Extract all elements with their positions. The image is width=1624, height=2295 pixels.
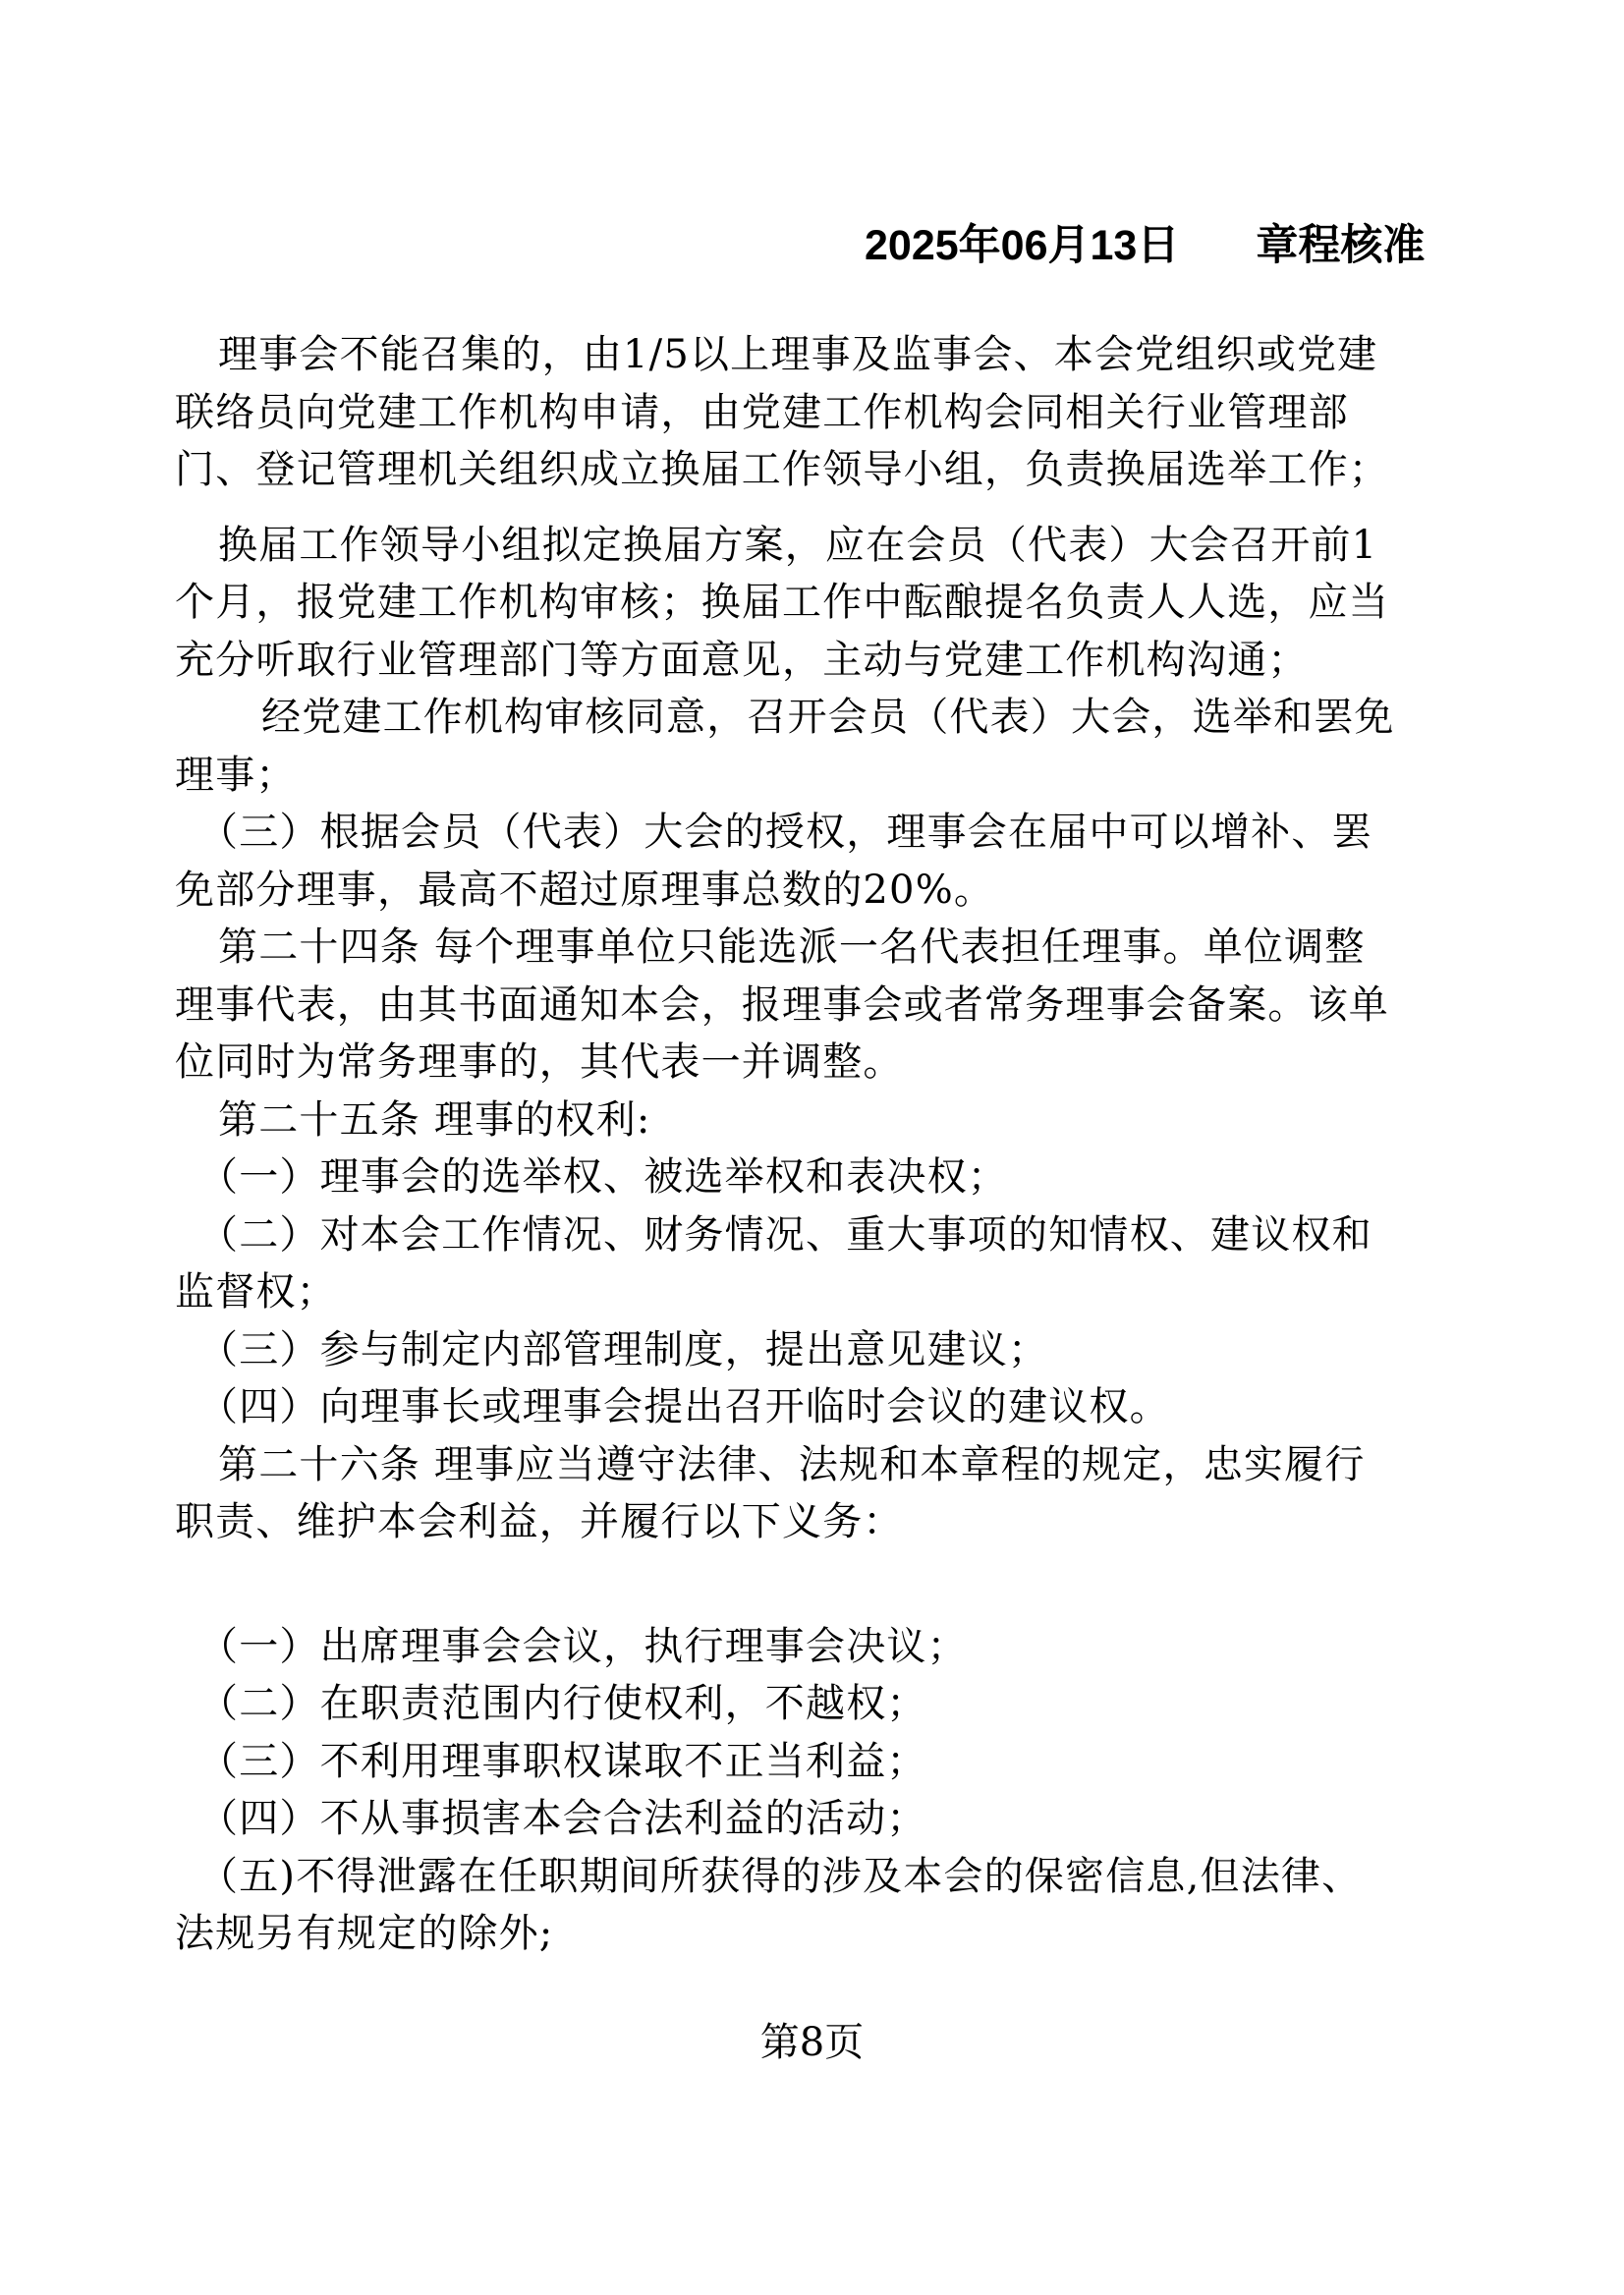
list-item: （四）向理事长或理事会提出召开临时会议的建议权。 — [198, 1384, 1170, 1429]
page-number: 第8页 — [759, 2020, 865, 2065]
text-line: 职责、维护本会利益，并履行以下义务： — [175, 1499, 904, 1544]
list-item: （二）在职责范围内行使权利，不越权； — [198, 1681, 927, 1726]
list-item: （三）参与制定内部管理制度，提出意见建议； — [198, 1326, 1049, 1372]
list-item: （五)不得泄露在任职期间所获得的涉及本会的保密信息,但法律、 — [198, 1853, 1363, 1899]
text-line: （三）根据会员（代表）大会的授权，理事会在届中可以增补、罢 — [198, 810, 1372, 855]
text-line: 充分听取行业管理部门等方面意见，主动与党建工作机构沟通； — [175, 637, 1309, 683]
text-line: 理事会不能召集的，由1/5以上理事及监事会、本会党组织或党建 — [218, 332, 1378, 377]
list-item: （三）不利用理事职权谋取不正当利益； — [198, 1738, 927, 1784]
text-line: 监督权； — [175, 1269, 337, 1315]
article-26: 第二十六条 理事应当遵守法律、法规和本章程的规定，忠实履行 — [218, 1441, 1366, 1487]
text-line: 免部分理事，最高不超过原理事总数的20%。 — [175, 867, 995, 913]
text-line: 理事； — [175, 752, 297, 798]
approval-date: 2025年06月13日 — [865, 222, 1180, 269]
list-item: （二）对本会工作情况、财务情况、重大事项的知情权、建议权和 — [198, 1211, 1372, 1258]
approval-label: 章程核准 — [1256, 222, 1426, 269]
text-line: 联络员向党建工作机构申请，由党建工作机构会同相关行业管理部 — [175, 389, 1349, 435]
list-item: （四）不从事损害本会合法利益的活动； — [198, 1796, 927, 1841]
text-line: 理事代表，由其书面通知本会，报理事会或者常务理事会备案。该单 — [175, 981, 1389, 1028]
text-line: 位同时为常务理事的，其代表一并调整。 — [175, 1039, 904, 1085]
text-line: 个月，报党建工作机构审核；换届工作中酝酿提名负责人人选，应当 — [175, 580, 1389, 625]
text-line: 换届工作领导小组拟定换届方案，应在会员（代表）大会召开前1 — [218, 522, 1378, 568]
list-item: （一）理事会的选举权、被选举权和表决权； — [198, 1154, 1008, 1200]
text-line: 经党建工作机构审核同意，召开会员（代表）大会，选举和罢免 — [261, 695, 1395, 740]
document-body — [175, 326, 1491, 1963]
article-25: 第二十五条 理事的权利: — [218, 1096, 651, 1143]
article-24: 第二十四条 每个理事单位只能选派一名代表担任理事。单位调整 — [218, 924, 1366, 970]
text-line: 门、登记管理机关组织成立换届工作领导小组，负责换届选举工作； — [175, 447, 1389, 492]
page-header — [865, 216, 1425, 275]
text-line: 法规另有规定的除外; — [175, 1911, 554, 1956]
list-item: （一）出席理事会会议，执行理事会决议； — [198, 1623, 968, 1669]
